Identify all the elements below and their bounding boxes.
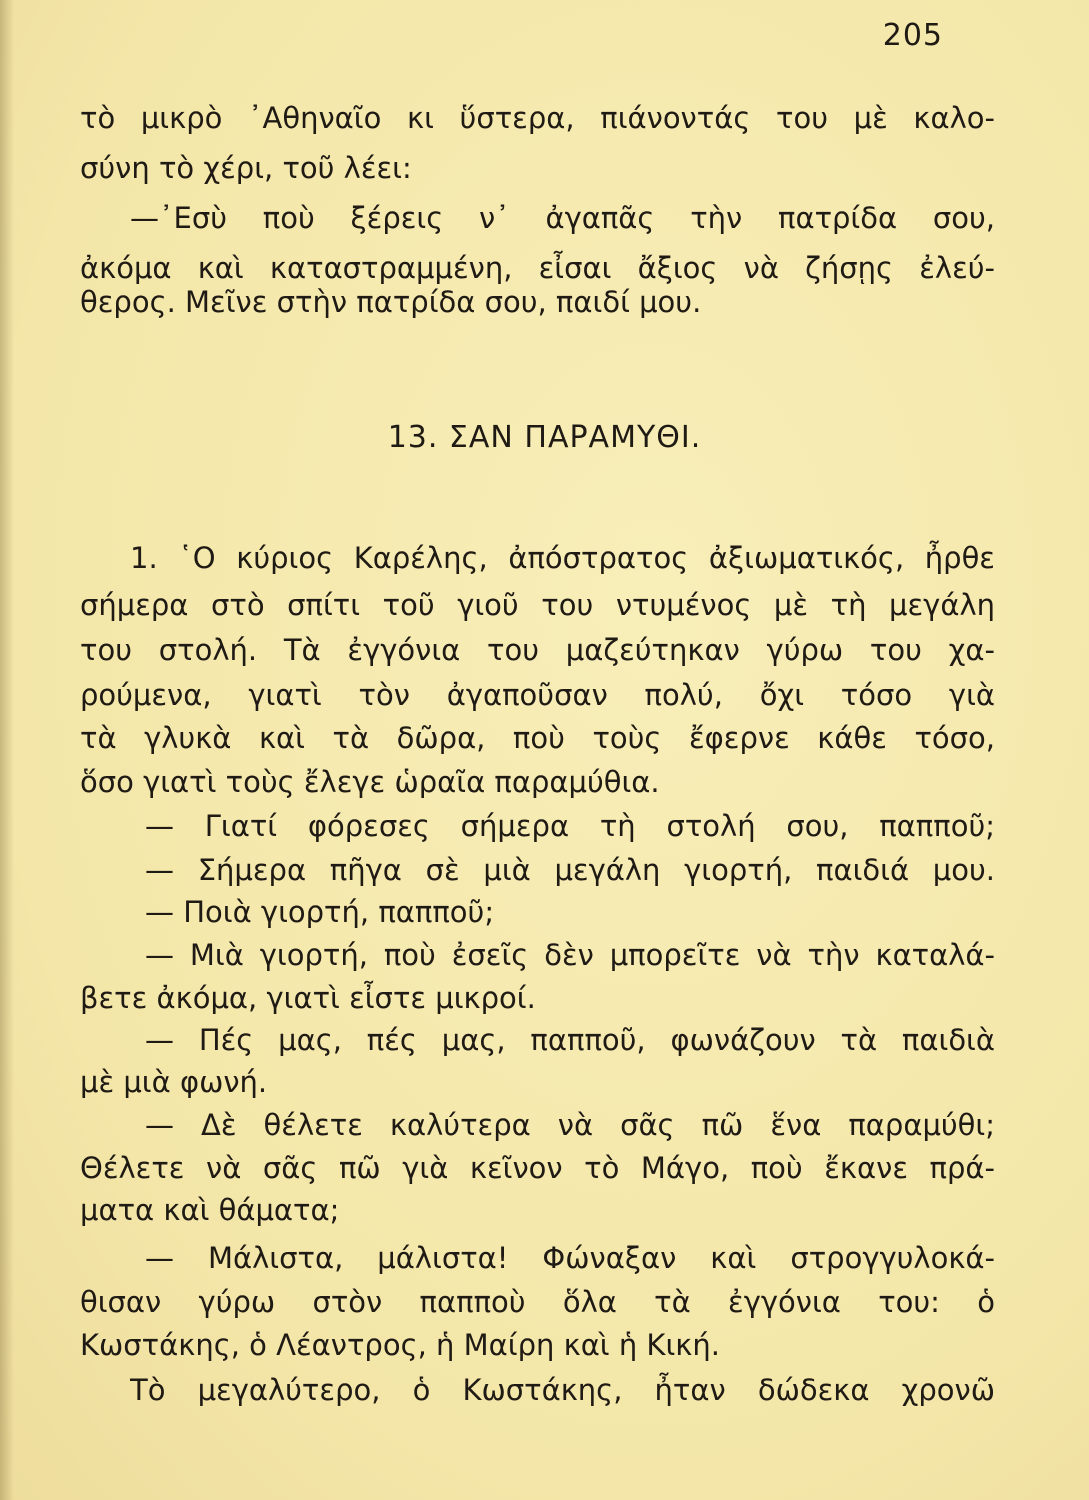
text-line: ματα καὶ θάματα; [80,1193,340,1227]
text-line: σύνη τὸ χέρι, τοῦ λέει: [80,151,412,185]
page-number: 205 [882,18,943,53]
text-line: — Σήμερα πῆγα σὲ μιὰ μεγάλη γιορτή, παιδιά μου. [145,853,995,887]
text-line: τὸ μικρὸ ᾽Αθηναῖο κι ὕστερα, πιάνοντάς του μὲ καλο- [80,101,995,135]
section-heading: 13. ΣΑΝ ΠΑΡΑΜΥΘΙ. [387,420,702,455]
text-line: — Μάλιστα, μάλιστα! Φώναξαν καὶ στρογγυλοκά- [145,1241,995,1275]
text-line: 1. ῾Ο κύριος Καρέλης, ἀπόστρατος ἀξιωματικός, ἦρθε [130,541,995,575]
text-line: Τὸ μεγαλύτερο, ὁ Κωστάκης, ἦταν δώδεκα χρονῶ [130,1373,995,1407]
text-line: ἀκόμα καὶ καταστραμμένη, εἶσαι ἄξιος νὰ ζήσῃς ἐλεύ- [80,251,995,285]
text-line: Θέλετε νὰ σᾶς πῶ γιὰ κεῖνον τὸ Μάγο, ποὺ ἔκανε πρά- [80,1151,995,1185]
text-line: του στολή. Τὰ ἐγγόνια του μαζεύτηκαν γύρω του χα- [80,633,995,667]
text-line: τὰ γλυκὰ καὶ τὰ δῶρα, ποὺ τοὺς ἔφερνε κάθε τόσο, [80,721,995,755]
text-line: μὲ μιὰ φωνή. [80,1065,268,1099]
text-line: — Γιατί φόρεσες σήμερα τὴ στολή σου, παπποῦ; [145,809,995,843]
text-line: — Δὲ θέλετε καλύτερα νὰ σᾶς πῶ ἕνα παραμύθι; [145,1108,995,1142]
text-line: θερος. Μεῖνε στὴν πατρίδα σου, παιδί μου. [80,285,702,319]
page-edge-shadow [0,0,14,1500]
text-line: Κωστάκης, ὁ Λέαντρος, ἡ Μαίρη καὶ ἡ Κική. [80,1328,720,1362]
text-line: — Μιὰ γιορτή, ποὺ ἐσεῖς δὲν μπορεῖτε νὰ τὴν καταλά- [145,938,995,972]
text-line: βετε ἀκόμα, γιατὶ εἶστε μικροί. [80,981,536,1015]
text-line: θισαν γύρω στὸν παπποὺ ὅλα τὰ ἐγγόνια του: ὁ [80,1285,995,1319]
text-line: —᾽Εσὺ ποὺ ξέρεις ν᾽ ἀγαπᾶς τὴν πατρίδα σου, [130,201,995,235]
text-line: ρούμενα, γιατὶ τὸν ἀγαποῦσαν πολύ, ὄχι τόσο γιὰ [80,678,995,712]
text-line: — Πές μας, πές μας, παπποῦ, φωνάζουν τὰ παιδιὰ [145,1023,995,1057]
text-line: σήμερα στὸ σπίτι τοῦ γιοῦ του ντυμένος μὲ τὴ μεγάλη [80,588,995,622]
text-line: — Ποιὰ γιορτή, παπποῦ; [145,895,495,929]
text-line: ὅσο γιατὶ τοὺς ἔλεγε ὡραῖα παραμύθια. [80,765,660,799]
